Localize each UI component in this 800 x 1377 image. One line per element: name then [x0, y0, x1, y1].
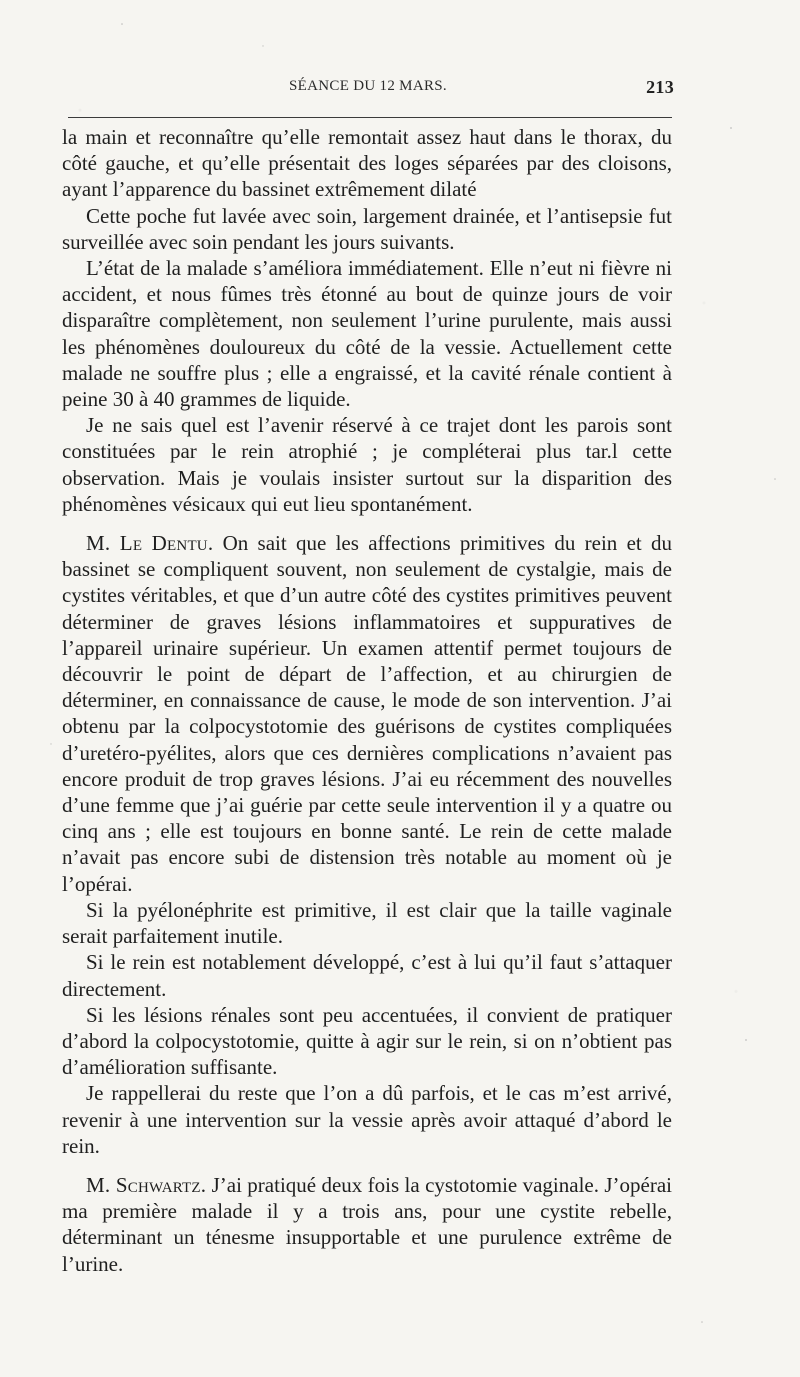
paragraph-9: Je rappellerai du reste que l’on a dû parfois, et le cas m’est arrivé, revenir à une intervention sur la vessie après avoir attaqué d’abord le rein. [62, 1081, 672, 1158]
paragraph-le-dentu-text: On sait que les affections primitives du rein et du bassinet se compliquent souvent, non seulement de cystalgie, mais de cystites véritables, et que d’un autre côté des cystites primitives peuvent déterminer de graves lésions inflammatoires et suppuratives de l’appareil urinaire supérieur. Un examen attentif permet toujours de découvrir le point de départ de l’affection, et au chirurgien de déterminer, en connaissance de cause, le mode de son intervention. J’ai obtenu par la colpocystotomie des guérisons de cystites compliquées d’uretéro-pyélites, alors que ces dernières complications n’avaient pas encore produit de trop graves lésions. J’ai eu récemment des nouvelles d’une femme que j’ai guérie par cette seule intervention il y a quatre ou cinq ans ; elle est toujours en bonne santé. Le rein de cette malade n’avait pas encore subi de distension très notable au moment où je l’opérai. [62, 531, 673, 896]
speaker-le-dentu: M. Le Dentu. [86, 531, 214, 556]
paragraph-1: la main et reconnaître qu’elle remontait assez haut dans le thorax, du côté gauche, et qu’elle présentait des loges séparées par des cloisons, ayant l’apparence du bassinet extrêmement dilaté [62, 125, 672, 202]
body-text [62, 124, 672, 1277]
page-number: 213 [646, 77, 674, 97]
paragraph-schwartz-text: J’ai pratiqué deux fois la cystotomie vaginale. J’opérai ma première malade il y a trois ans, pour une cystite rebelle, déterminant un ténesme insupportable et une purulence extrême de l’urine. [62, 1172, 672, 1276]
paragraph-3: L’état de la malade s’améliora immédiatement. Elle n’eut ni fièvre ni accident, et nous fûmes très étonné au bout de quinze jours de voir disparaître complètement, non seulement l’urine purulente, mais aussi les phénomènes douloureux du côté de la vessie. Actuellement cette malade ne souffre plus ; elle a engraissé, et la cavité rénale contient à peine 30 à 40 grammes de liquide. [62, 256, 672, 412]
paragraph-schwartz [62, 1172, 672, 1277]
paragraph-4: Je ne sais quel est l’avenir réservé à ce trajet dont les parois sont constituées par le rein atrophié ; je compléterai plus tar.l cette observation. Mais je voulais insister surtout sur la disparition des phénomènes vésicaux qui eut lieu spontanément. [62, 413, 672, 516]
page-header [62, 78, 674, 102]
paragraph-2: Cette poche fut lavée avec soin, largement drainée, et l’antisepsie fut surveillée avec soin pendant les jours suivants. [62, 203, 672, 254]
header-rule [68, 117, 672, 118]
paragraph-6: Si la pyélonéphrite est primitive, il est clair que la taille vaginale serait parfaitement inutile. [62, 897, 672, 949]
paragraph-8: Si les lésions rénales sont peu accentuées, il convient de pratiquer d’abord la colpocystotomie, quitte à agir sur le rein, si on n’obtient pas d’amélioration suffisante. [62, 1002, 672, 1080]
paragraph-le-dentu [62, 530, 672, 897]
running-head: SÉANCE DU 12 MARS. [289, 78, 447, 94]
speaker-schwartz: M. Schwartz. [86, 1172, 207, 1197]
paragraph-7: Si le rein est notablement développé, c’est à lui qu’il faut s’attaquer directement. [62, 950, 672, 1001]
